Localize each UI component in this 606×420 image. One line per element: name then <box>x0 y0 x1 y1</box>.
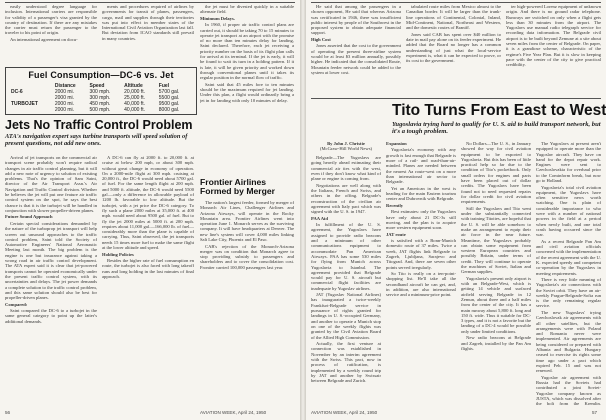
paragraph: The new Yugoslavs' trying Czechoslovak air agreements with all other satellites, but the arrangements were with Poland and Romania never were implemented. Air agreements are being considered or prepared with Albania and Bulgaria. Hungary ceased to exercise its rights some time ago under a pact which expired Feb. 15 and was not renewed. <box>536 309 601 374</box>
paragraph: ter high-powered Lorenz equipment of unknown origin. And there is no ground radar telephone. Runways are switched on only when a flight gets less than 30 minutes from the airport. The Yugoslavs use manual radio telegraph service for recording data information. The Belgrade civil airport is to be built beyond Zemune at a site about seven miles from the center of Belgrade. On paper, it is a grandiose scheme, characteristic of the regime's Five Year Plan. But it is slow in keeping pace with the center of the city to give practical credibility. <box>506 4 601 68</box>
paragraph: The nation's largest feeder, formed by merger of Monarch Air Lines, Challenger Airlines and Arizona Airways, will operate in the Rocky Mountain area. Frontier Airlines went into operation June 1. Monarch serves as the surviving company. It will have headquarters at Denver. The new line's system will cover 4,000 miles linking Salt Lake City, Phoenix and El Paso. <box>200 200 294 243</box>
left-col-1 <box>5 155 97 407</box>
fuel-table-cell: 5700 gal. <box>158 89 180 95</box>
fuel-table-header-cell: Speed <box>89 83 105 89</box>
subhead: Minimum Delays. <box>200 15 235 21</box>
paragraph: easily understood degree language for inclusion. International carriers are responsible for validity of a passenger's visa granted by the country of destination. If there are any mistakes the carrier must return the passenger to the traveler to his point of origin. <box>5 4 97 36</box>
paragraph: The Yugoslavs at present aren't equipped to operate more than the Yugoslav aircraft. They have on hand for the depot repair work. Engines were sent to Czechoslovakia for overhaul prior to the Cominform break, but now go to Holland. <box>536 141 601 184</box>
subhead: Compared: <box>5 301 28 307</box>
fuel-table-cell: 40,000 ft. <box>124 101 145 107</box>
fuel-table-cell: 25,000 ft. <box>124 95 145 101</box>
paragraph: A DC-6 can fly at 2000 ft. to 20,000 ft. at cruise at below 200 mph, or about 300 mph. without great change in economy of operation. On a 2000-mile flight at 300 mph. cruising at 20,000 ft., the DC-6 would need about 5700 gal. of fuel. For the same length flight at 200 mph. and 5000 ft. altitude, the DC-6 would need 5500 gal.—only a difference in allowable payload of 1200 lb. favorable to low altitude. But the turbojet, with a jet price the DC-6 category. To fly such a plane 2000 miles at 35,000 ft. at 400 mph. would need about 9500 gal. of fuel. But to fly the jet 2000 miles at 5000 ft. at 200 mph. requires about 11,000 gal.—166,000 lb. of fuel—considerably more than the plane is capable of carrying. Thus, Saint observed, the jet transports needs 15 times more fuel to make the same flight at the lower altitude and speed. <box>102 155 194 251</box>
right-col-1 <box>311 155 381 407</box>
paragraph: JAT (Yugoslav National Airlines) has inaugurated a twice-weekly Frankfurt-Belgrade service in pursuance of rights granted for landings in U. S.-occupied Germany, and another to operate a Munich stop on one of the weekly flights was granted by the Civil Aviation Board of the Allied High Commission. <box>311 292 381 340</box>
fuel-table-cell: DC-6 <box>11 89 23 95</box>
left-top-col-2 <box>102 4 194 64</box>
right-col-3 <box>461 141 531 407</box>
paragraph: Belgrade—The Yugoslavs are going heavily ahead estimating their commercial air ties with the west, even if they don't know what kind of plane or engine is coming from. <box>311 155 381 182</box>
fuel-table-cell: 2000 mi. <box>54 89 75 95</box>
top-rule <box>5 2 295 3</box>
fuel-table-header-cell: Fuel <box>158 83 170 89</box>
fuel-table-header-cell: Distance <box>54 83 76 89</box>
subhead: Future Sound Approach <box>5 214 53 220</box>
byline-affiliation: (McGraw-Hill World News) <box>319 146 373 152</box>
fuel-table-cell: 450 mph. <box>89 101 111 107</box>
fuel-table <box>10 83 192 113</box>
section-rule <box>311 98 601 99</box>
fuel-table-cell: 8000 gal. <box>158 107 180 113</box>
subhead: PAA Aid <box>311 215 328 221</box>
right-col-4 <box>536 141 601 407</box>
left-col-2 <box>102 155 194 407</box>
fuel-box-title: Fuel Consumption—DC-6 vs. Jet <box>28 70 174 80</box>
fuel-table-cell <box>10 107 54 113</box>
left-col-3-top <box>200 4 294 174</box>
fuel-table-cell: 40,000 ft. <box>124 107 145 113</box>
paragraph: New radio beacons at Belgrade and Zagreb, installed by the Pan Am flights. <box>461 335 531 351</box>
right-top-col-3 <box>506 4 601 96</box>
paragraph: No Dollars—The U. S., in January showed the way for civil aviation equipment to be exported to Yugoslavia. But this has been of little practical help so far due to the condition of Tito's pocketbook. Only small orders for engines and parts have been placed out of dollar credits. The Yugoslavs have been found not to need requested repairs for dollar credit for civil aviation requirements. <box>461 141 531 205</box>
right-page <box>306 0 606 420</box>
paragraph: Saint said that 45 miles fore to ten minutes should be the maximum required for jet landing. Under this plan, a flight would ordinarily bring a jet in for landing with only 10 minutes of delay. <box>200 81 294 103</box>
subhead: JAT route <box>386 231 406 237</box>
paragraph: Jones asserted that the cost to the government of operating the present three-airline system would be at least $3 million annually, possibly higher. He indicated that the consolidated Route, Mountain feeder network could be added to the system at lower cost. <box>311 43 401 75</box>
fuel-table-cell: 300 mph. <box>89 95 111 101</box>
paragraph: Yugoslav air agreement with Russia had the Soviets had contributed a joint Soviet-Yugoslav company known as JUSTA, which was dissolved after the bolt from the Kremlin. <box>536 374 601 407</box>
article-deck: Yugoslavia trying hard to qualify for U. S. aid to build transport network, but it's a tough problem. <box>392 121 601 136</box>
fuel-table-cell: 2000 mi. <box>54 101 75 107</box>
paragraph: Jones said CAB has spent over $40 million to date in mail pay alone on its feeder experiment. He added that the Board no longer has a common understanding of just what the local-service experiment is, what it can be expected to prove, or its cost to the government. <box>406 31 501 64</box>
fuel-consumption-box <box>5 67 197 115</box>
left-top-col-1 <box>5 4 97 64</box>
left-page <box>0 0 300 420</box>
paragraph: Certain special considerations demanded by the nature of the turboprop jet transport will help screen out unsound approaches to the traffic control problem, Saint told the Society of Automotive Engineers' National Aeronautic Meeting last month. The big problem is the engine is one but insurance against taking a wrong road in air traffic control development. The ATA expert said it is clear that jet-powered transports cannot be operated economically under the present traffic control system, with its uncertainties and delays. The jet power demands a complete solution to the traffic control problem, and this same solution should also be best for propeller-driven planes. <box>5 220 97 301</box>
fuel-table-cell: 300 mph. <box>89 89 111 95</box>
right-top-col-2 <box>406 4 501 96</box>
paragraph: Actually, the first venture at connection was established in November by an interim agreement with the Swiss. This pact, now in process of ratification, is implemented by a weekly round trip by JAT and another by Swissair between Belgrade and Zurich. <box>311 341 381 384</box>
subhead: High Cost <box>311 36 331 42</box>
article-headline: Jets No Traffic Control Problem <box>5 118 193 132</box>
paragraph: Arrival of jet transports on the commercial air transport scene probably won't require radical changes in air traffic control planning, but it will add a new note of urgency to solution of existing problems. That's the opinion of Sam Saint, director of the Air Transport Assn.'s Air Navigation and Traffic Control division. Whether he believes the jet will put one feature air traffic control system on the spot, he says the best chance is that it is the turbojet will be handled in conjunction with slower propeller-driven planes. <box>5 155 97 213</box>
paragraph: ments and procedures required of airlines by governments for transit of planes, passengers, cargo, mail and supplies through their territories was put into effect in member states of the International Civil Aviation Organization last fall. But deviation from ICAO standards still prevail in many countries. <box>102 4 194 41</box>
fuel-table-cell: 9500 gal. <box>158 101 180 107</box>
paragraph: As a recent Belgrade Pan Am and civil aviation officials concerned with the implementation of the recent agreement with the U. K. expected speedy and competent co-operation by the Yugoslavs in meeting requirements. <box>536 238 601 276</box>
fuel-table-body <box>10 89 192 113</box>
paragraph: In 1960, if proper air traffic control plans are carried out, it should be taking 70 to 15 minutes to operate jet transport at an airport with the promise of no more than ten minutes delay for landing, Saint declared. Therefore, each jet receiving a priority number on the basis of its flight plan calls for arrival at its terminal. If the jet is early, it will be found to wait its turn in a holding pattern. If it is late, it will be given priority and worked down through conventional planes until it takes its regular position in the normal flow of traffic. <box>200 22 294 81</box>
fuel-table-cell: 500 mph. <box>89 107 111 113</box>
paragraph: There is very little meaning of Yugoslavia's air connections with the Soviet orbit. They have an air-weekly Prague-Belgrade-Sofia run is the only remaining regular service. <box>536 276 601 309</box>
article-deck: ATA's navigation expert says turbine transports will speed solution of present questions, not add new ones. <box>5 133 188 147</box>
paragraph: tabulated route miles from Mexico almost to the Canadian border. It will be larger than the trunk-line operations of Continental, Colonial, Inland, Mid-Continent, National, Northeast and Western, and the domestic routes of Braniff. <box>406 4 501 31</box>
byline-name: By John J. Christie <box>327 141 365 146</box>
paragraph: Negotiations are well along with the Italians, French and Swiss, and others in the offing. Belgrade's reconstruction of the civilian air agreement with Italy pact which was signed with the U. S. in 1947. <box>311 182 381 215</box>
page-number-left: 56 <box>5 410 11 415</box>
subhead: Expansion <box>386 141 407 146</box>
footer-publication: AVIATION WEEK, April 24, 1950 <box>311 410 378 415</box>
fuel-table-header-cell: Altitude <box>124 83 143 89</box>
page-number-right: 57 <box>592 410 598 415</box>
paragraph: Yugoslavia's present only airport is with an Belgrade-West, which is getting 14 vehicle and surfaced airfield serving Belgrade in 12 Zemun, about three and a half miles from the center of the city. It has a main runway about 5,800 ft. long and 150 ft. wide. Thus it suitable for DC-3 types, and it is not a favorite but the landing of a DC-4 would be possible only under limited conditions. <box>461 275 531 334</box>
right-col-2 <box>386 141 456 407</box>
fuel-table-cell: 2000 mi. <box>54 107 75 113</box>
fuel-table-cell: 20,000 ft. <box>124 89 145 95</box>
frontier-headline: Frontier Airlines Formed by Merger <box>200 177 275 196</box>
fuel-table-row <box>10 107 192 113</box>
fuel-table-cell: 2000 mi. <box>54 95 75 101</box>
footer-publication: AVIATION WEEK, April 24, 1950 <box>200 410 267 415</box>
paragraph: Saint compared the DC-6 to a turbojet in the same general category to point up the latter's additional demands. <box>5 308 97 324</box>
paragraph: Yugoslavia's total civil aviation equipment, the Yugoslavs have often sensitive news worth watching. One is plain of considerable importance to who were with a number of national powers in the field at a period when newly built, and one total crash having occurred since the war. <box>536 184 601 238</box>
byline <box>311 141 381 152</box>
paragraph: In fulfillment of the U. S. agreement, the Yugoslavs have assigned to provide radio beacons and a minimum of other communications equipment to accommodate Pan American Airways. PAA has some 530 miles for flying from Munich across Yugoslavia to Istanbul. The agreement provided that Belgrade would pay for U. S. aircraft but commercial flight facilities are inadequate by Yugoslav airlines. <box>311 222 381 291</box>
subhead: Recently <box>386 202 404 208</box>
paragraph: He said that among the passengers in a chosen opponent, He said that whereas Arizona was certificated in 1946, there was insufficient public interest by people of the Southwest in the proposed system to obtain adequate financial support. <box>311 4 401 36</box>
paragraph: CAB's rejection of the Monarch-Arizona merger was on condition that Monarch agree to stop providing subsidy to passengers and shareholders and to cover the consolidation cost. Frontier carried 100,000 passengers last year. <box>200 243 294 270</box>
paragraph: An international agreement on docu- <box>10 36 78 42</box>
paragraph: Still the Yugoslavs and Tito went under the substantially connected with training Titoites, are hopeful that the U. S. will be able somehow to make an arrangement to equip their air force in the near future. Meantime, the Yugoslavs probably can obtain some equipment from western European countries and possibly Britain, under terms of credit. They will continue to operate the machines of Soviet, Italian and German supplies. <box>461 205 531 275</box>
left-col-3-bottom <box>200 200 294 407</box>
article-headline: Tito Turns From East to West <box>392 102 606 119</box>
paragraph: Besides the higher rate of fuel consumption en route, the turbojet is also faced with long takeoff runs and long holding in the last minutes of final approach. <box>102 258 194 279</box>
paragraph: is satisfied with a Bonn-Munich domestic route of 37 miles. Twice a week, JAT flights link Belgrade to Zagreb, Ljubljana, Sarajevo and Titograd. And, there are seven other points served irregularly. <box>386 238 456 270</box>
paragraph: the jet must be divested quickly in a suitable alternate field. <box>200 4 294 15</box>
fuel-table-cell: TURBOJET <box>11 101 38 107</box>
right-top-col-1 <box>311 4 401 96</box>
paragraph: Yet an American in the west is heading for the main Eastern tourism center and Dubrovnik with Belgrade. <box>386 185 456 202</box>
fuel-table-cell: 5500 gal. <box>158 95 180 101</box>
subhead: Holding Policies <box>102 251 134 257</box>
paragraph: Best estimates: only the Yugoslavs have only about 21 DC-3s still moving, and the plan is to acquire more western equipment soon. <box>386 209 456 231</box>
top-rule <box>311 2 601 3</box>
paragraph: Yugoslavia's economy with any growth is fast enough that Belgrade is more of a rail- and road-than-air-minded. Planes are needed between the nearest Aa route-west on a more than international air sector to Belgrade. <box>386 147 456 185</box>
paragraph: So Tito is really on a ten-point-shopping list. He'll take all the secondhand aircraft he can get, and, in addition, are also international service and a minimum-price point. <box>386 271 456 298</box>
